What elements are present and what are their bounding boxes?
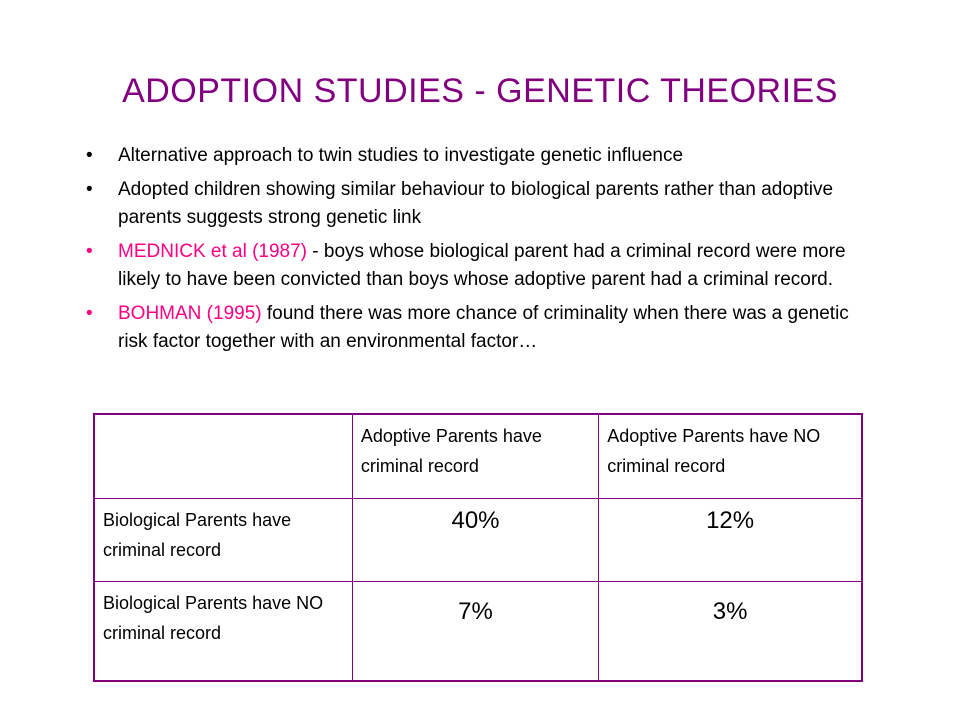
column-header-adoptive-criminal: Adoptive Parents have criminal record [352, 414, 598, 498]
bullet-dot-icon: • [86, 179, 93, 200]
table-row [94, 498, 862, 581]
column-header-adoptive-no-criminal: Adoptive Parents have NO criminal record [599, 414, 862, 498]
table-header-row [94, 414, 862, 498]
bullet-text: Alternative approach to twin studies to investigate genetic influence [118, 145, 684, 166]
row-header-biological-no-criminal: Biological Parents have NO criminal record [94, 581, 352, 681]
row-header-biological-criminal: Biological Parents have criminal record [94, 498, 352, 581]
bullet-text: Adopted children showing similar behaviour to biological parents rather than adoptive parents suggests strong genetic link [118, 179, 834, 228]
table-cell [599, 498, 862, 581]
bullet-citation: MEDNICK et al (1987) [118, 241, 308, 262]
bullet-dot-icon: • [86, 303, 93, 324]
bullet-dot-icon: • [86, 145, 93, 166]
bullet-text: found there was more chance of criminality when there was a genetic risk factor together with an environmental factor… [118, 303, 849, 352]
table-corner-cell [94, 414, 352, 498]
table-cell [352, 498, 598, 581]
table-cell [599, 581, 862, 681]
cell-value: 12% [706, 506, 755, 534]
bullet-item [86, 142, 866, 170]
bullet-dot-icon: • [86, 241, 93, 262]
cell-value: 7% [458, 597, 493, 625]
table-cell [352, 581, 598, 681]
bullet-item [86, 238, 866, 294]
bullet-citation: BOHMAN (1995) [118, 303, 262, 324]
results-table [93, 413, 863, 682]
table-row [94, 581, 862, 681]
bullet-list [86, 142, 866, 362]
bullet-item [86, 300, 866, 356]
cell-value: 3% [712, 597, 748, 625]
bullet-item [86, 176, 866, 232]
slide-title: ADOPTION STUDIES - GENETIC THEORIES [122, 72, 838, 110]
cell-value: 40% [451, 506, 500, 534]
bullet-text: - boys whose biological parent had a criminal record were more likely to have been convicted than boys whose adoptive parent had a criminal record. [118, 241, 846, 290]
